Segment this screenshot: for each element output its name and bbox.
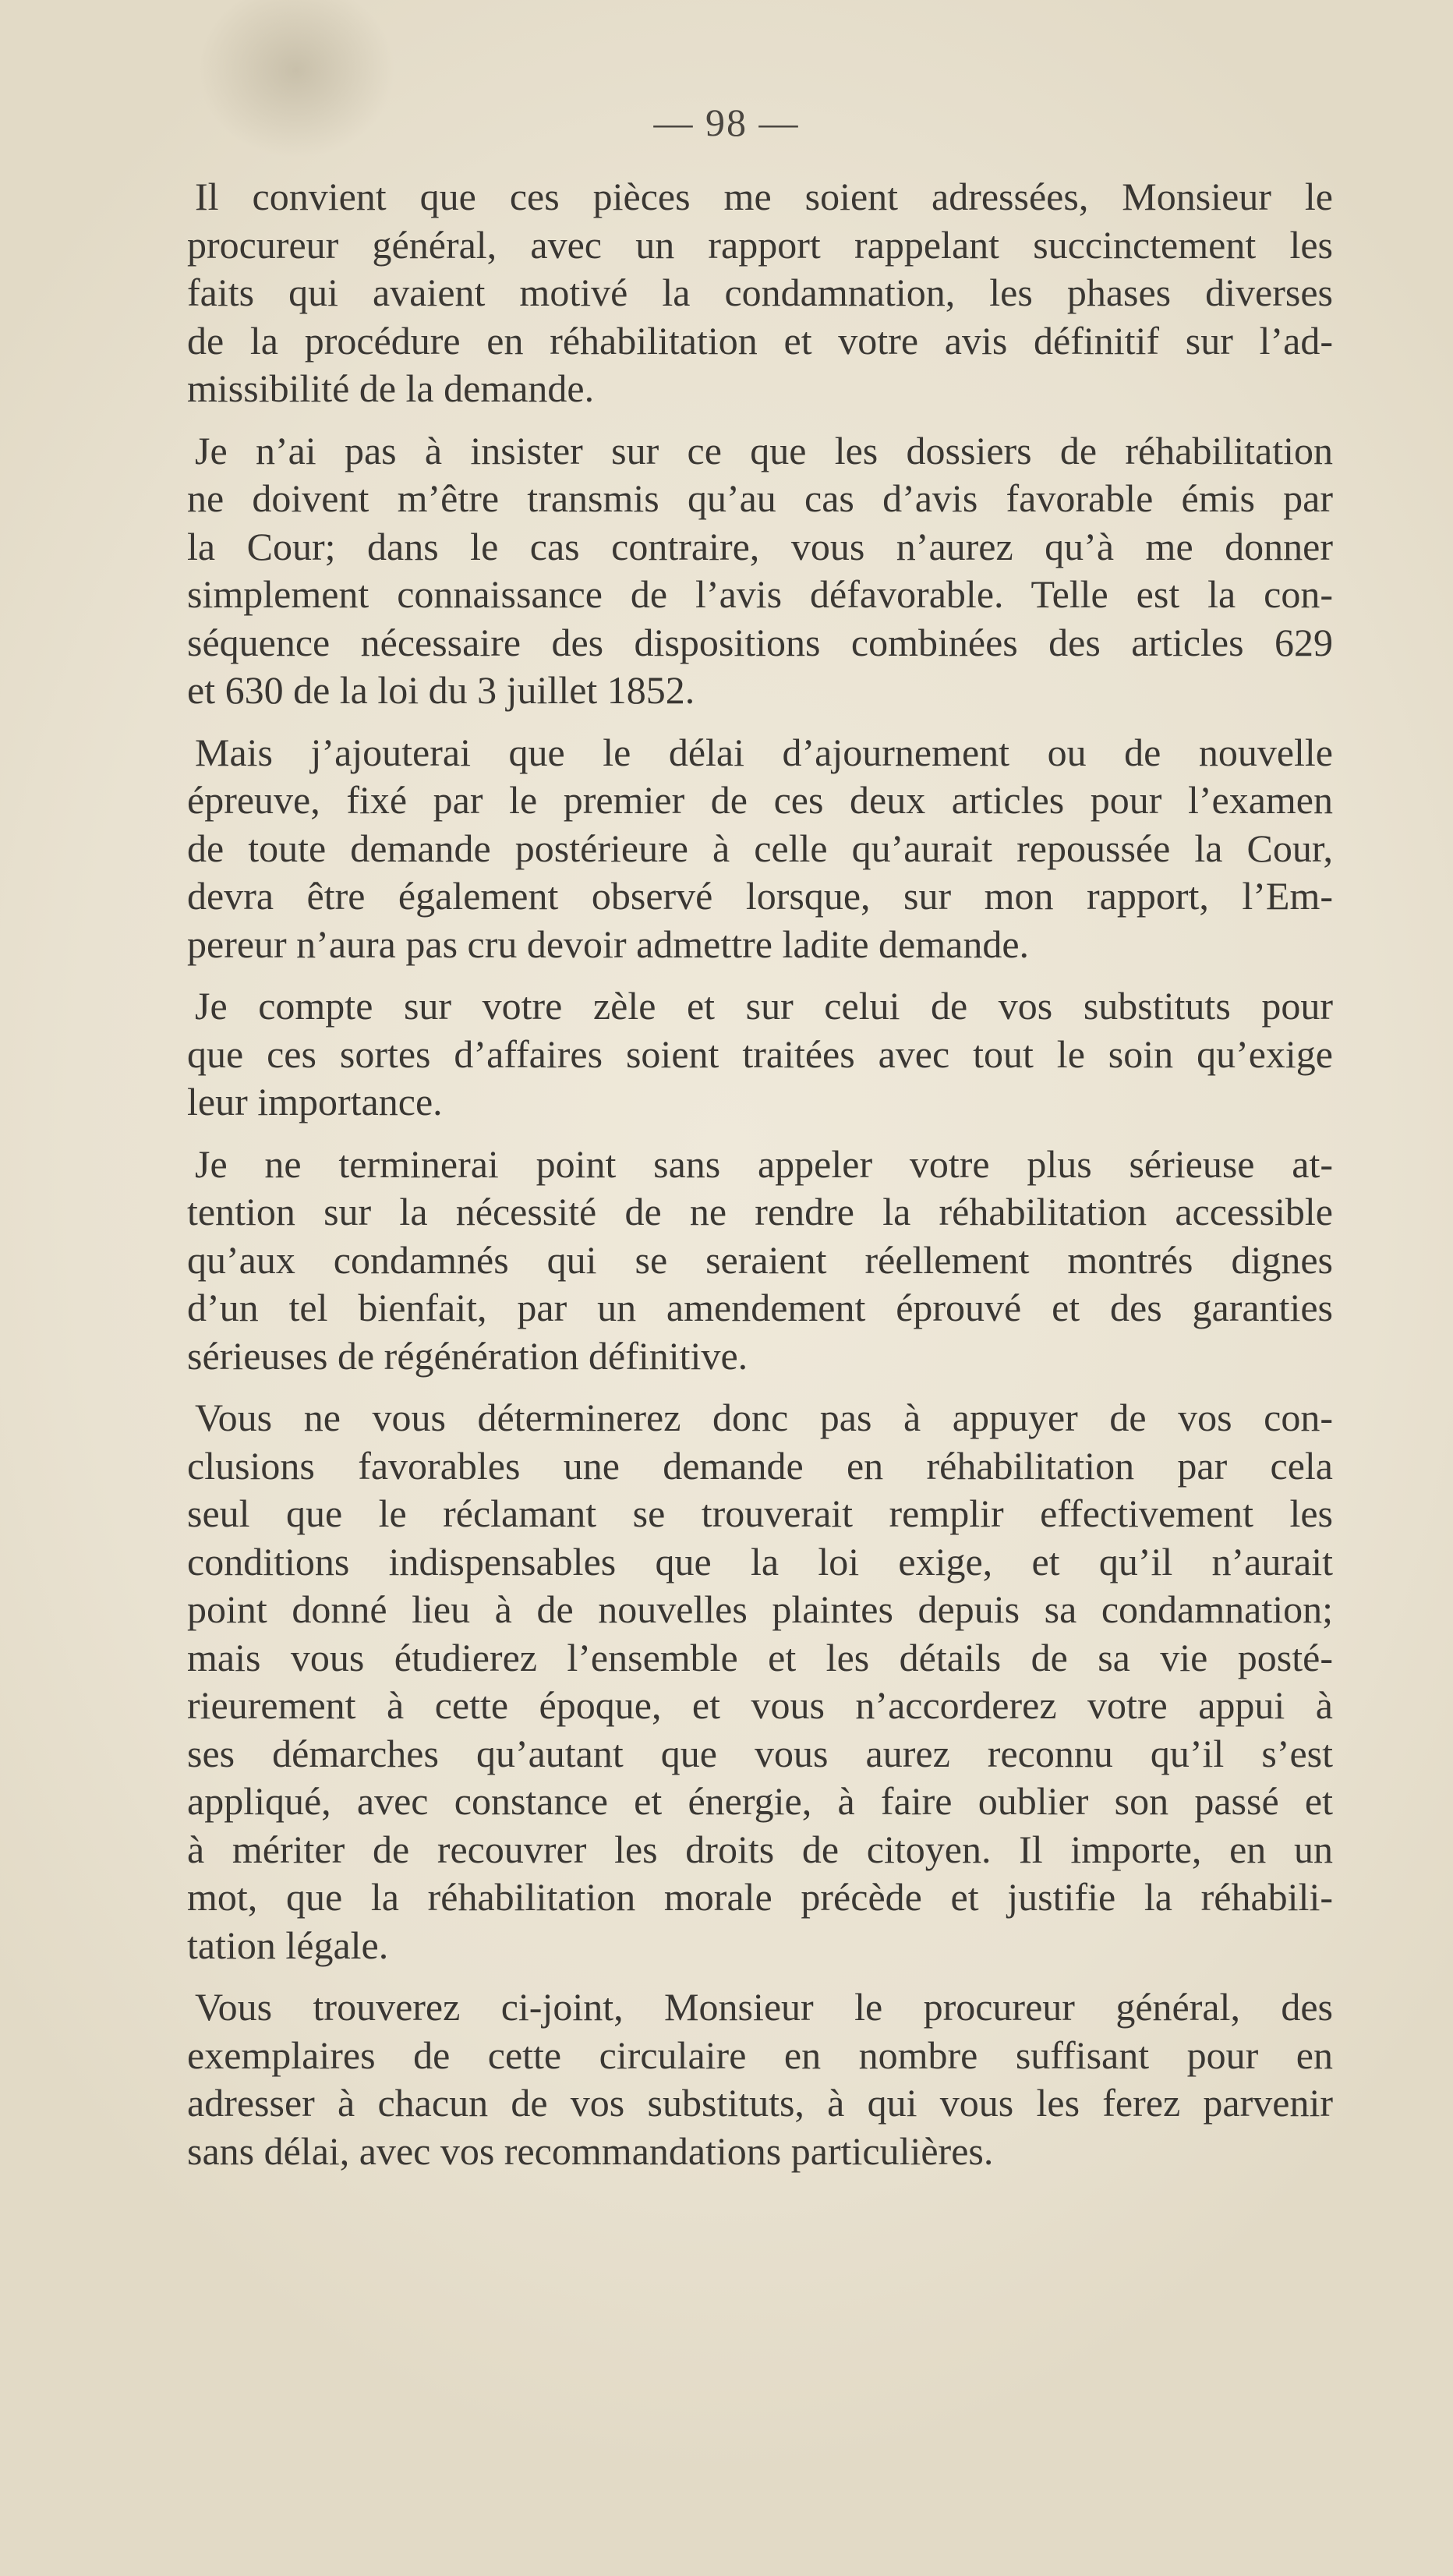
text-line: tention sur la nécessité de ne rendre la réhabilitation accessible xyxy=(187,1190,1333,1233)
text-line: Je n’ai pas à insister sur ce que les dossiers de réhabilitation xyxy=(195,428,1333,472)
text-line: procureur général, avec un rapport rappelant succinctement les xyxy=(187,222,1333,267)
text-line: pereur n’aura pas cru devoir admettre ladite demande. xyxy=(187,922,1030,966)
text-line: de la procédure en réhabilitation et votre avis définitif sur l’ad- xyxy=(187,318,1333,363)
text-line: Vous trouverez ci-joint, Monsieur le procureur général, des xyxy=(195,1985,1333,2029)
text-line: missibilité de la demande. xyxy=(187,366,595,410)
paragraph xyxy=(187,729,1333,969)
text-line: devra être également observé lorsque, sur mon rapport, l’Em- xyxy=(187,874,1333,918)
text-line: appliqué, avec constance et énergie, à faire oublier son passé et xyxy=(187,1779,1333,1823)
text-line: à mériter de recouvrer les droits de citoyen. Il importe, en un xyxy=(187,1827,1333,1871)
body-text xyxy=(187,173,1333,2189)
text-line: de toute demande postérieure à celle qu’aurait repoussée la Cour, xyxy=(187,826,1333,870)
text-line: épreuve, fixé par le premier de ces deux articles pour l’examen xyxy=(187,778,1333,822)
paragraph xyxy=(187,173,1333,413)
text-line: que ces sortes d’affaires soient traitées avec tout le soin qu’exige xyxy=(187,1031,1333,1076)
text-line: sérieuses de régénération définitive. xyxy=(187,1333,748,1378)
page-number: — 98 — xyxy=(653,101,800,144)
text-line: clusions favorables une demande en réhabilitation par cela xyxy=(187,1443,1333,1488)
text-line: rieurement à cette époque, et vous n’accorderez votre appui à xyxy=(187,1683,1333,1727)
text-line: Je compte sur votre zèle et sur celui de vos substituts pour xyxy=(195,984,1333,1028)
text-line: mot, que la réhabilitation morale précède et justifie la réhabili- xyxy=(187,1875,1333,1919)
paragraph xyxy=(187,1983,1333,2175)
text-line: ne doivent m’être transmis qu’au cas d’avis favorable émis par xyxy=(187,476,1333,520)
text-line: adresser à chacun de vos substituts, à qui vous les ferez parvenir xyxy=(187,2081,1333,2125)
text-line: tation légale. xyxy=(187,1923,389,1967)
paragraph xyxy=(187,1394,1333,1969)
paragraph xyxy=(187,1141,1333,1381)
text-line: point donné lieu à de nouvelles plaintes depuis sa condamnation; xyxy=(187,1587,1333,1631)
text-line: ses démarches qu’autant que vous aurez reconnu qu’il s’est xyxy=(187,1731,1333,1775)
paragraph xyxy=(187,982,1333,1127)
text-line: qu’aux condamnés qui se seraient réellement montrés dignes xyxy=(187,1237,1333,1282)
paragraph xyxy=(187,427,1333,715)
text-line: la Cour; dans le cas contraire, vous n’aurez qu’à me donner xyxy=(187,524,1333,568)
text-line: simplement connaissance de l’avis défavorable. Telle est la con- xyxy=(187,572,1333,616)
text-line: d’un tel bienfait, par un amendement éprouvé et des garanties xyxy=(187,1286,1333,1329)
text-line: et 630 de la loi du 3 juillet 1852. xyxy=(187,668,695,712)
text-line: leur importance. xyxy=(187,1080,443,1123)
text-line: sans délai, avec vos recommandations particulières. xyxy=(187,2128,994,2173)
text-line: mais vous étudierez l’ensemble et les détails de sa vie posté- xyxy=(187,1635,1333,1679)
text-line: faits qui avaient motivé la condamnation, les phases diverses xyxy=(187,271,1333,314)
text-line: Il convient que ces pièces me soient adressées, Monsieur le xyxy=(195,175,1333,218)
text-line: seul que le réclamant se trouverait remplir effectivement les xyxy=(187,1491,1333,1535)
text-line: Je ne terminerai point sans appeler votre plus sérieuse at- xyxy=(195,1141,1333,1186)
text-line: Vous ne vous déterminerez donc pas à appuyer de vos con- xyxy=(195,1396,1333,1439)
text-line: séquence nécessaire des dispositions combinées des articles 629 xyxy=(187,620,1333,664)
text-line: conditions indispensables que la loi exige, et qu’il n’aurait xyxy=(187,1539,1333,1583)
text-line: Mais j’ajouterai que le délai d’ajournement ou de nouvelle xyxy=(195,730,1333,774)
text-line: exemplaires de cette circulaire en nombre suffisant pour en xyxy=(187,2033,1333,2077)
